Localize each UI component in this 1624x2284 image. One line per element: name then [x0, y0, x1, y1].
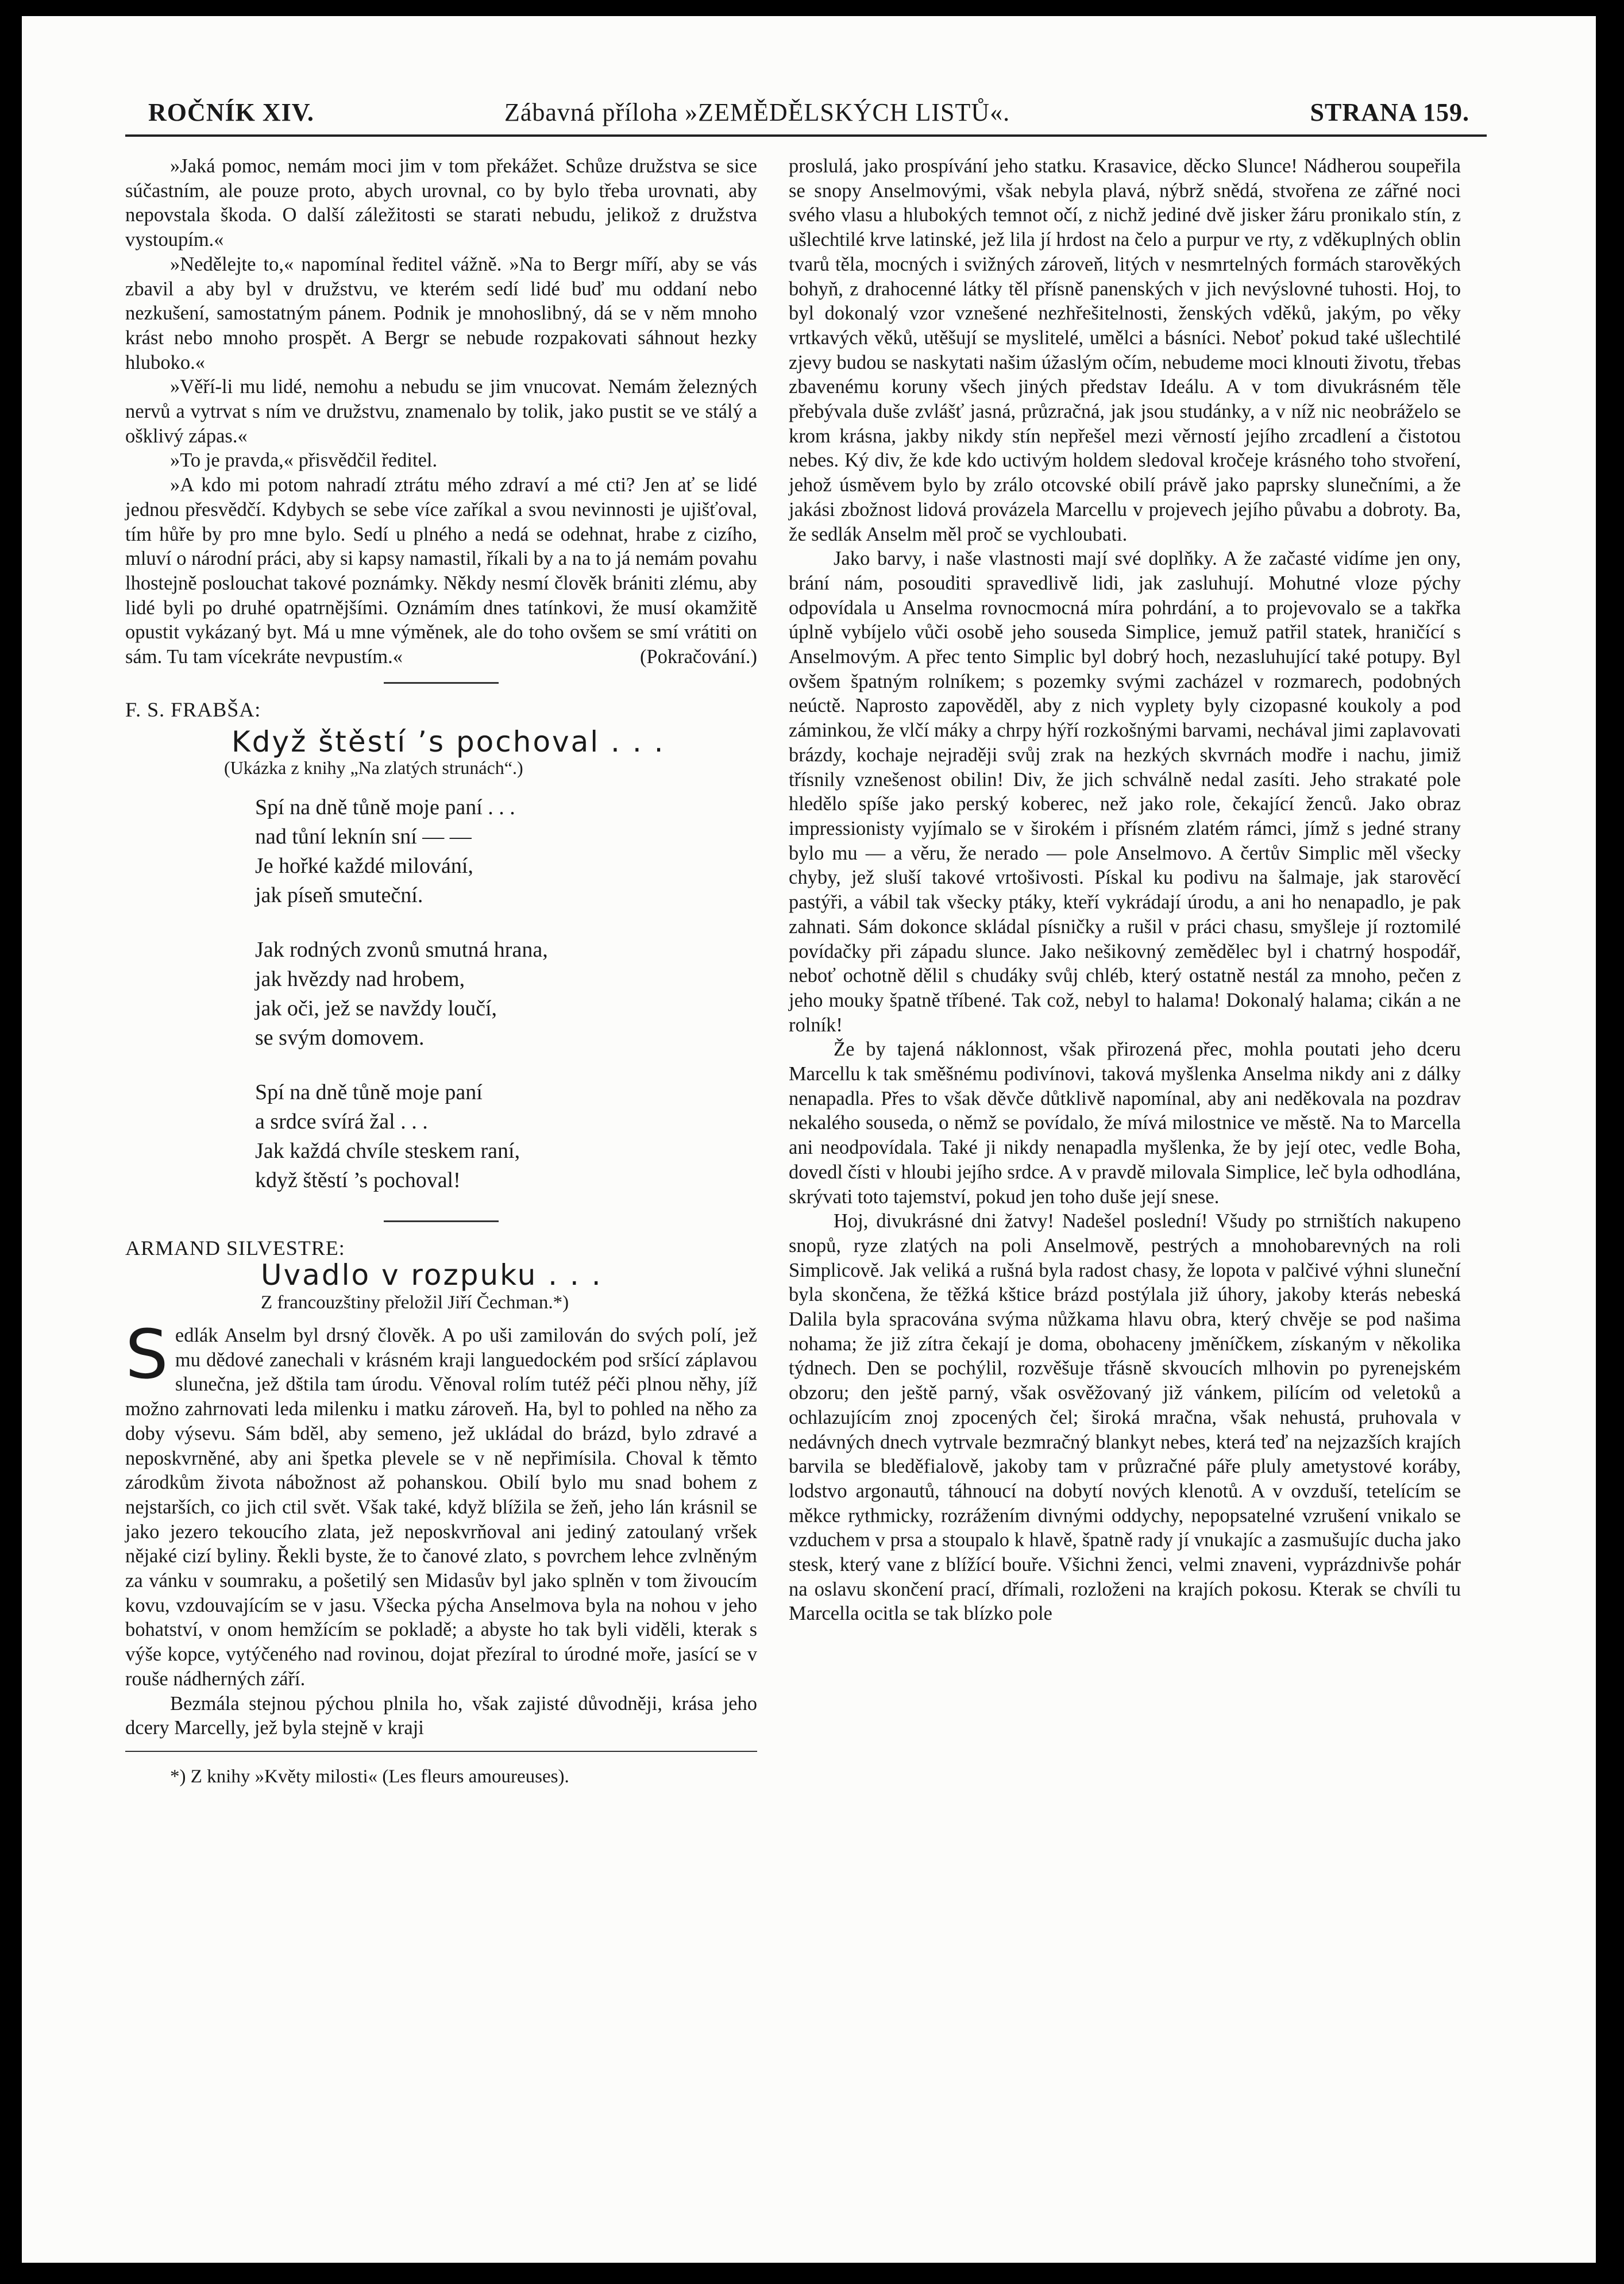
translator-credit: Z francouzštiny přeložil Jiří Čechman.*) — [261, 1292, 569, 1314]
poem-line: jak píseň smuteční. — [255, 883, 423, 907]
serial-paragraph: »Nedělejte to,« napomínal ředitel vážně. »Na to Bergr míří, aby se vás zbavil a aby byl v družstvu, ve kterém sedí lidé buď mu oddaní nebo nezkušení, samostatným pánem. Podnik je mnohoslibný, dá se v něm mnoho krást nebo mnoho prospět. A Bergr se nebude rozpakovati sáhnout hezky hluboko.« — [125, 253, 757, 373]
poem-line: Jak rodných zvonů smutná hrana, — [255, 937, 548, 962]
poem-line: a srdce svírá žal . . . — [255, 1109, 428, 1134]
poem-line: Jak každá chvíle steskem raní, — [255, 1138, 520, 1163]
section-divider — [384, 1220, 499, 1222]
page-number: STRANA 159. — [1310, 98, 1469, 126]
story-paragraph: Jako barvy, i naše vlastnosti mají své doplňky. A že začasté vidíme jen ony, brání nám, posouditi spravedlivě lidi, jak zasluhují. Mohutné vloze pýchy odpovídala u Anselma rovnocmocná míra pohrdání, a to projevovalo se a takřka úplně vybíjelo vůči osobě jeho souseda Simplice, jemuž patřil statek, hraničící s Anselmovým. A přec tento Simplic byl dobrý hoch, nezasluhující také potupy. Byl ovšem špatným rolníkem; s pozemky svými zacházel v rozmarech, podobných neúctě. Naprosto zapověděl, aby z nich vyplety byly cizopasné koukoly a pod záminkou, že vlčí máky a chrpy hýří rozkošnými barvami, nechával jimi zaplavovati brázdy, kochaje nejraději svůj zrak na hezkých skvrnách modře i nachu, jimiž třísnily vznešenost obilin! Div, že jich schválně nedal zasíti. Jeho strakaté pole hledělo spíše jako perský koberec, než jako role, čekající ženců. Jako obraz impressionisty vyjímalo se v širokém i přísném zlatém rámci, jímž s jedné strany bylo mu — a věru, že nerado — pole Anselmovo. A čertův Simplic měl všecky chyby, jež sluší takové vrtošivosti. Pískal ku podivu na šalmaje, jak starověcí pastýři, a vábil tak všecky ptáky, kteří vykrádají úrodu, a ani ho nenapadlo, je pak zahnati. Sám dokonce skládal písničky a rušil v práci chasu, smyšleje jí roztomilé povídačky při západu slunce. Jako nešikovný zemědělec byl i chatrný hospodář, neboť ochotně dělil s chudáky svůj chléb, který ostatně nestál za mnoho, pečen z jeho mouky špatně tříbené. Tak což, nebyl to halama! Dokonalý halama; cikán a ne rolník! — [789, 548, 1461, 1036]
serial-paragraph: »Věří-li mu lidé, nemohu a nebudu se jim vnucovat. Nemám železných nervů a vytrvat s ním ve družstvu, znamenalo by tolik, jako pustit se ve stálý a ošklivý zápas.« — [125, 376, 757, 447]
serial-paragraph-text: »A kdo mi potom nahradí ztrátu mého zdraví a mé cti? Jen ať se lidé jednou přesvědčí. Kdybych se sebe více zaříkal a svou nevinnosti je ujišťoval, tím hůře by pro mne bylo. Sedí u plného a nedá se odehnat, hrabe z cizího, mluví o národní práci, aby si kapsy namastil, říkali by a na to já nemám povahu lhostejně poslouchat takové poznámky. Někdy nesmí člověk brániti zlému, aby lidé byli po druhé opatrnějšími. Oznámím dnes tatínkovi, že musí okamžitě opustit vykázaný byt. Má u mne výměnek, ale do toho ovšem se smí vrátiti on sám. Tu tam vícekráte nevpustím.« — [125, 474, 757, 668]
story-paragraph: proslulá, jako prospívání jeho statku. Krasavice, děcko Slunce! Nádherou soupeřila se snopy Anselmovými, však nebyla plavá, nýbrž snědá, stvořena ze zářné noci svého vlasu a hlubokých temnot očí, z nichž jediné dvě jisker žáru pronikalo stín, z ušlechtilé krve latinské, jež lila jí hrdost na čelo a purpur ve rty, z vděkuplných oblin tvarů těla, mocných i svižných zároveň, litých v nesmrtelných formách starověkých bohyň, z drahocenné látky těl přísně panenských v jich nevýslovné tuhosti. Hoj, to byl dokonalý vzor vznešené nezhřešitelnosti, ženských vděků, jakým, po věky vrtkavých věků, utěšují se myslitelé, umělci a básníci. Neboť pokud také ušlechtilé zjevy budou se naskytati našim úžaslým očím, nebudeme moci klnouti životu, třebas zbavenému koruny všech jiných představ Ideálu. A v tom divukrásném těle přebývala duše zvlášť jasná, průzračná, jak jsou studánky, a v níž nic neobráželo se krom krásna, jakby nikdy stín nepřešel mezi věrností jejího zrcadlení a čistotou nebes. Ký div, že kde kdo uctivým holdem sledoval kročeje krásného toho stvoření, jehož úsměvem bylo by zrálo otcovské obilí právě jako paprsky slunečními, a že jakási zbožnost lidová provázela Marcellu v projevech jejího půvabu a dobroty. Ba, že sedlák Anselm měl proč se vychloubati. — [789, 155, 1461, 545]
story-paragraph: Bezmála stejnou pýchou plnila ho, však zajisté důvodněji, krása jeho dcery Marcelly, jež byla stejně v kraji — [125, 1692, 757, 1739]
newspaper-page — [22, 16, 1596, 2263]
left-column — [125, 154, 757, 1789]
story-author: ARMAND SILVESTRE: — [125, 1236, 345, 1260]
serial-paragraph: »To je pravda,« přisvědčil ředitel. — [170, 449, 438, 472]
continued-note: (Pokračování.) — [639, 646, 757, 668]
footnote: *) Z knihy »Květy milosti« (Les fleurs amoureuses). — [170, 1766, 569, 1787]
story-paragraph-text: edlák Anselm byl drsný člověk. A po uši zamilován do svých polí, jež mu dědové zanechali v krásném kraji languedockém pod sršící záplavou slunečna, jež dštila tam úrodu. Věnoval rolím tutéž péči plnou něhy, jíž možno zahrnovati leda milenku i matku zároveň. Ha, byl to pohled na něho za doby výsevu. Sám bděl, aby semeno, jež ukládal do brázd, bylo zdravé a neposkvrněné, aby ani špetka plevele se v ně nepřimísila. Choval k těmto zárodkům života nábožnost až pohanskou. Obilí bylo mu snad bohem z nejstarších, co jich ctil svět. Však také, když blížila se žeň, jeho lán krásnil se jako jezero tekoucího zlata, jež neposkvrňoval ani jediný zatoulaný vršek nějaké cizí byliny. Řekli byste, že to čanové zlato, s povrchem lehce zvlněným za vánku v soumraku, a pošetilý sen Midasův byl jako splněn v tom živoucím kovu, vzdouvajícím se v jasu. Všecka pýcha Anselmova byla na nohou v jeho bohatství, v onom hemžícím se pokladě; a abyste ho tak byli viděli, kterak s výše kopce, vytýčeného nad rovinou, dojat přezíral to úrodné moře, jasící se v rouše nádherných září. — [125, 1324, 757, 1690]
poem-line: Je hořké každé milování, — [255, 853, 473, 878]
story-paragraph: Hoj, divukrásné dni žatvy! Nadešel poslední! Všudy po strništích nakupeno snopů, ryze zlatých na poli Anselmově, pestrých a mnohobarevných na roli Simplicově. Jak veliká a rušná byla radost chasy, že lopota v palčivé výhni sluneční byla skončena, že těžká kštice brázd postýlala již úhory, jakoby kterás nebeská Dalila byla spracována svýma nůžkama hlavu obra, který chvěje se pod našima nohama; že již zítra čekají je doma, obohaceny jměníčkem, získaným v několika týdnech. Den se pochýlil, rozvěšuje třásně skvoucích mlhovin po pyrenejském obzoru; den ještě parný, však osvěžovaný již vánkem, pilícím od veletoků a ochlazujícím znoj zpocených čel; široká mračna, však nehustá, pruhovala v nedávných dnech vytrvale bezmračný blankyt nebes, která teď na nejzazších krajích barvila se bleděfialově, jakoby tam v průzračné páře pluly ametystové koráby, lodstvo argonautů, táhnoucí na dobytí nových klenotů. A v ovzduší, tetelícím se měkce rythmicky, rozrážením divnými oddychy, nepopsatelné vzrušení vnikalo se vzduchem v prsa a stoupalo k hlavě, špatně rady jí vnukajíc a zasmušujíc ducha jako stesk, který vane z blížící bouře. Všichni ženci, velmi znaveni, vyprázdnivše pohár na oslavu skončení prací, dřímali, rozloženi na krajích pokosu. Kterak se chvíli tu Marcella ocitla se tak blízko pole — [789, 1210, 1461, 1625]
story-title: Uvadlo v rozpuku . . . — [261, 1258, 603, 1292]
footnote-divider — [125, 1751, 757, 1752]
poem-line: nad tůní leknín sní — — — [255, 824, 472, 849]
poem-subtitle: (Ukázka z knihy „Na zlatých strunách“.) — [224, 757, 523, 779]
right-column — [789, 154, 1461, 1626]
poem-line: Spí na dně tůně moje paní — [255, 1080, 483, 1104]
story-paragraph — [125, 1314, 757, 1692]
story-paragraph: Že by tajená náklonnost, však přirozená přec, mohla poutati jeho dceru Marcellu k tak směšnému podivínovi, taková myšlenka Anselma nikdy ani z dálky nenapadla. Přes to však děvče důtklivě napomínal, aby ani neděkovala na pozdrav nekalého souseda, o němž se povídalo, že mívá milostnice ve městě. Na to Marcella ani neodpovídala. Také ji nikdy nenapadla myšlenka, že by její otec, vedle Boha, dovedl čísti v hloubi jejího srdce. A v pravdě milovala Simplice, leč byla odhodlána, skrývati toto tajemství, pokud jen toho duše její snese. — [789, 1038, 1461, 1208]
drop-cap: S — [125, 1314, 168, 1394]
section-divider — [384, 682, 499, 684]
poem-line: se svým domovem. — [255, 1025, 425, 1050]
volume-number: ROČNÍK XIV. — [148, 98, 314, 126]
poem-author: F. S. FRABŠA: — [125, 698, 261, 721]
supplement-title: Zábavná příloha »ZEMĚDĚLSKÝCH LISTŮ«. — [504, 98, 1010, 126]
serial-paragraph — [125, 473, 757, 669]
poem-line: jak hvězdy nad hrobem, — [255, 966, 465, 991]
poem-line: jak oči, jež se navždy loučí, — [255, 996, 497, 1020]
poem-line: když štěstí ’s pochoval! — [255, 1168, 461, 1192]
poem-stanza — [125, 935, 757, 1053]
poem-stanza — [125, 1078, 757, 1195]
poem-stanza — [125, 793, 757, 910]
poem-title: Když štěstí ’s pochoval . . . — [232, 725, 665, 759]
serial-paragraph: »Jaká pomoc, nemám moci jim v tom překážet. Schůze družstva se sice súčastním, ale pouze proto, abych urovnal, co by bylo třeba urovnati, aby nepovstala škoda. O další záležitosti se starati nebudu, jelikož z družstva vystoupím.« — [125, 155, 757, 251]
page-header — [125, 98, 1487, 137]
poem-line: Spí na dně tůně moje paní . . . — [255, 795, 515, 819]
